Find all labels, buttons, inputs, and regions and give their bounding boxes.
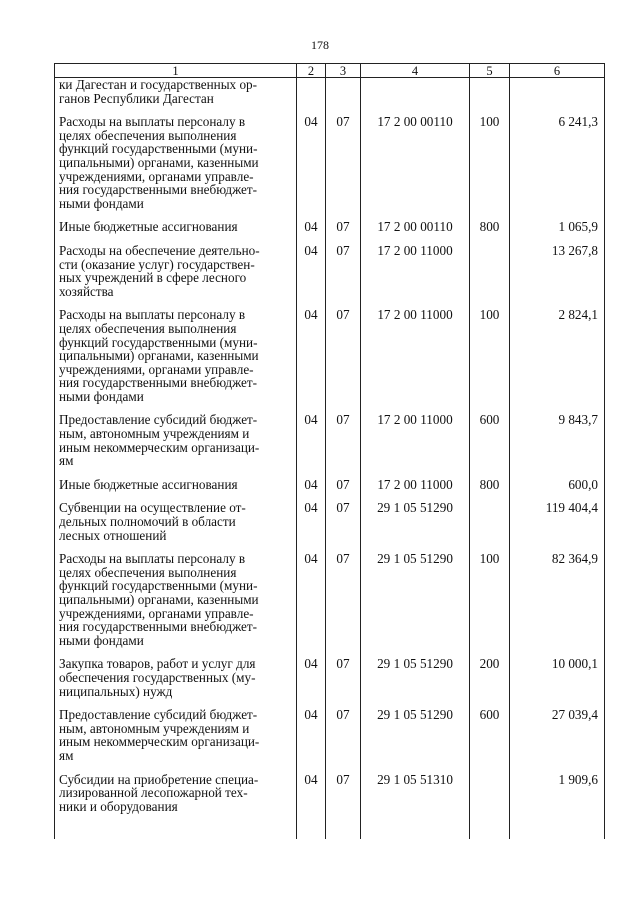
cell-section: 04 <box>297 698 326 762</box>
cell-expense-type: 100 <box>470 298 510 403</box>
budget-table <box>54 63 605 839</box>
cell-name: Субсидии на приобретение специа- лизированной лесопожарной тех- ники и оборудования <box>55 763 297 814</box>
cell-name: ки Дагестан и государственных ор- ганов Республики Дагестан <box>55 78 297 106</box>
cell-subsection <box>326 78 361 106</box>
cell-expense-type: 200 <box>470 647 510 698</box>
cell-section: 04 <box>297 468 326 492</box>
cell-amount: 9 843,7 <box>510 403 605 467</box>
table-row <box>55 468 605 492</box>
page-number: 178 <box>311 38 329 52</box>
header-col-4: 4 <box>361 64 470 78</box>
cell-subsection: 07 <box>326 298 361 403</box>
cell-amount: 6 241,3 <box>510 105 605 210</box>
cell-amount: 2 824,1 <box>510 298 605 403</box>
cell-target-article: 29 1 05 51290 <box>361 698 470 762</box>
empty-cell <box>510 813 605 839</box>
cell-target-article: 29 1 05 51290 <box>361 647 470 698</box>
cell-amount: 27 039,4 <box>510 698 605 762</box>
cell-amount: 1 909,6 <box>510 763 605 814</box>
cell-section: 04 <box>297 542 326 647</box>
header-col-6: 6 <box>510 64 605 78</box>
header-col-2: 2 <box>297 64 326 78</box>
cell-amount: 119 404,4 <box>510 491 605 542</box>
cell-target-article: 17 2 00 11000 <box>361 403 470 467</box>
empty-cell <box>297 813 326 839</box>
table-row <box>55 698 605 762</box>
cell-expense-type: 100 <box>470 105 510 210</box>
cell-subsection: 07 <box>326 542 361 647</box>
header-col-3: 3 <box>326 64 361 78</box>
cell-subsection: 07 <box>326 105 361 210</box>
cell-name: Субвенции на осуществление от- дельных полномочий в области лесных отношений <box>55 491 297 542</box>
cell-target-article: 29 1 05 51310 <box>361 763 470 814</box>
cell-subsection: 07 <box>326 698 361 762</box>
cell-target-article: 17 2 00 11000 <box>361 468 470 492</box>
cell-amount: 13 267,8 <box>510 234 605 298</box>
cell-name: Иные бюджетные ассигнования <box>55 210 297 234</box>
cell-target-article: 17 2 00 11000 <box>361 298 470 403</box>
empty-cell <box>326 813 361 839</box>
empty-cell <box>470 813 510 839</box>
cell-name: Расходы на выплаты персоналу в целях обеспечения выполнения функций государственными (муни- ципальными) органами, казенными учреждениями, органами управле- ния государственными внебюджет- ными фондами <box>55 298 297 403</box>
cell-amount <box>510 78 605 106</box>
cell-section: 04 <box>297 403 326 467</box>
header-col-5: 5 <box>470 64 510 78</box>
cell-section: 04 <box>297 234 326 298</box>
table-row <box>55 763 605 814</box>
cell-expense-type <box>470 78 510 106</box>
cell-target-article: 17 2 00 11000 <box>361 234 470 298</box>
cell-subsection: 07 <box>326 210 361 234</box>
cell-amount: 10 000,1 <box>510 647 605 698</box>
cell-section: 04 <box>297 647 326 698</box>
cell-subsection: 07 <box>326 403 361 467</box>
table-row <box>55 298 605 403</box>
cell-expense-type: 800 <box>470 210 510 234</box>
table-filler-row <box>55 813 605 839</box>
cell-name: Расходы на выплаты персоналу в целях обеспечения выполнения функций государственными (муни- ципальными) органами, казенными учреждениями, органами управле- ния государственными внебюджет- ными фондами <box>55 105 297 210</box>
cell-amount: 1 065,9 <box>510 210 605 234</box>
cell-expense-type: 600 <box>470 698 510 762</box>
cell-subsection: 07 <box>326 491 361 542</box>
cell-name: Иные бюджетные ассигнования <box>55 468 297 492</box>
cell-name: Закупка товаров, работ и услуг для обеспечения государственных (му- ниципальных) нужд <box>55 647 297 698</box>
cell-expense-type <box>470 763 510 814</box>
budget-table-container <box>54 63 604 853</box>
cell-target-article: 29 1 05 51290 <box>361 491 470 542</box>
table-header-row <box>55 64 605 78</box>
table-row <box>55 78 605 106</box>
cell-section: 04 <box>297 763 326 814</box>
cell-section <box>297 78 326 106</box>
cell-name: Предоставление субсидий бюджет- ным, автономным учреждениям и иным некоммерческим организаци- ям <box>55 403 297 467</box>
cell-target-article: 17 2 00 00110 <box>361 105 470 210</box>
table-row <box>55 542 605 647</box>
cell-expense-type <box>470 234 510 298</box>
table-row <box>55 210 605 234</box>
cell-target-article: 17 2 00 00110 <box>361 210 470 234</box>
cell-amount: 600,0 <box>510 468 605 492</box>
cell-name: Расходы на выплаты персоналу в целях обеспечения выполнения функций государственными (муни- ципальными) органами, казенными учреждениями, органами управле- ния государственными внебюджет- ными фондами <box>55 542 297 647</box>
cell-section: 04 <box>297 491 326 542</box>
cell-section: 04 <box>297 105 326 210</box>
cell-section: 04 <box>297 298 326 403</box>
cell-subsection: 07 <box>326 763 361 814</box>
cell-subsection: 07 <box>326 647 361 698</box>
cell-name: Предоставление субсидий бюджет- ным, автономным учреждениям и иным некоммерческим организаци- ям <box>55 698 297 762</box>
empty-cell <box>361 813 470 839</box>
cell-amount: 82 364,9 <box>510 542 605 647</box>
cell-expense-type <box>470 491 510 542</box>
cell-subsection: 07 <box>326 234 361 298</box>
cell-expense-type: 100 <box>470 542 510 647</box>
table-row <box>55 647 605 698</box>
table-row <box>55 491 605 542</box>
cell-subsection: 07 <box>326 468 361 492</box>
cell-section: 04 <box>297 210 326 234</box>
header-col-1: 1 <box>55 64 297 78</box>
cell-expense-type: 600 <box>470 403 510 467</box>
table-row <box>55 403 605 467</box>
cell-target-article <box>361 78 470 106</box>
cell-target-article: 29 1 05 51290 <box>361 542 470 647</box>
empty-cell <box>55 813 297 839</box>
table-row <box>55 234 605 298</box>
cell-name: Расходы на обеспечение деятельно- сти (оказание услуг) государствен- ных учреждений в сфере лесного хозяйства <box>55 234 297 298</box>
table-row <box>55 105 605 210</box>
cell-expense-type: 800 <box>470 468 510 492</box>
